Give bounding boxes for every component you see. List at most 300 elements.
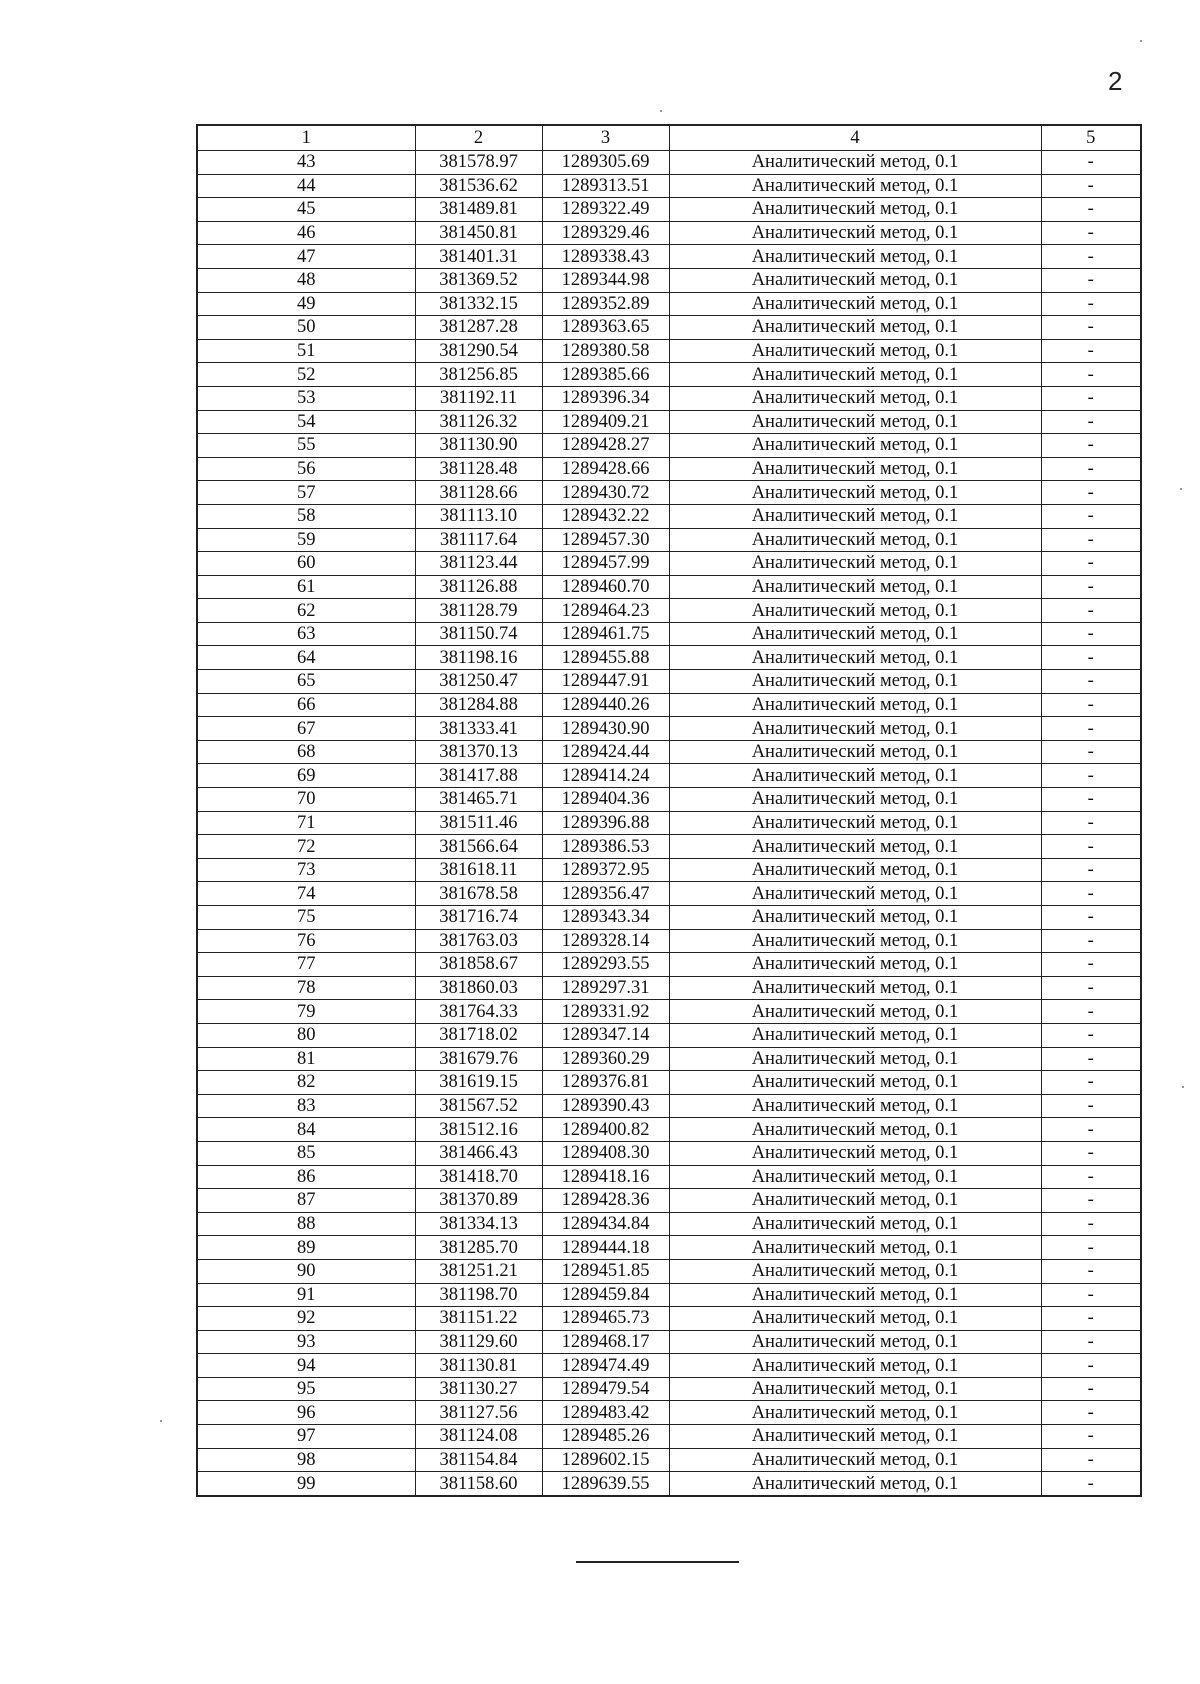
y-coordinate-cell: 1289440.26 <box>542 693 669 717</box>
table-row <box>197 1330 1141 1354</box>
method-accuracy-cell: Аналитический метод, 0.1 <box>669 198 1041 222</box>
table-row <box>197 1212 1141 1236</box>
note-cell: - <box>1041 1259 1141 1283</box>
y-coordinate-cell: 1289465.73 <box>542 1307 669 1331</box>
note-cell: - <box>1041 410 1141 434</box>
table-header <box>197 125 1141 151</box>
y-coordinate-cell: 1289329.46 <box>542 221 669 245</box>
table-row <box>197 481 1141 505</box>
x-coordinate-cell: 381679.76 <box>415 1047 542 1071</box>
method-accuracy-cell: Аналитический метод, 0.1 <box>669 1094 1041 1118</box>
x-coordinate-cell: 381370.13 <box>415 740 542 764</box>
table-row <box>197 811 1141 835</box>
method-accuracy-cell: Аналитический метод, 0.1 <box>669 1047 1041 1071</box>
point-number-cell: 43 <box>197 151 415 175</box>
method-accuracy-cell: Аналитический метод, 0.1 <box>669 363 1041 387</box>
method-accuracy-cell: Аналитический метод, 0.1 <box>669 1472 1041 1496</box>
header-col-4: 4 <box>669 125 1041 151</box>
note-cell: - <box>1041 788 1141 812</box>
table-row <box>197 599 1141 623</box>
method-accuracy-cell: Аналитический метод, 0.1 <box>669 929 1041 953</box>
y-coordinate-cell: 1289430.72 <box>542 481 669 505</box>
x-coordinate-cell: 381417.88 <box>415 764 542 788</box>
note-cell: - <box>1041 1118 1141 1142</box>
y-coordinate-cell: 1289639.55 <box>542 1472 669 1496</box>
y-coordinate-cell: 1289409.21 <box>542 410 669 434</box>
method-accuracy-cell: Аналитический метод, 0.1 <box>669 174 1041 198</box>
x-coordinate-cell: 381567.52 <box>415 1094 542 1118</box>
x-coordinate-cell: 381151.22 <box>415 1307 542 1331</box>
y-coordinate-cell: 1289322.49 <box>542 198 669 222</box>
y-coordinate-cell: 1289297.31 <box>542 976 669 1000</box>
table-row <box>197 1071 1141 1095</box>
point-number-cell: 93 <box>197 1330 415 1354</box>
note-cell: - <box>1041 929 1141 953</box>
point-number-cell: 67 <box>197 717 415 741</box>
method-accuracy-cell: Аналитический метод, 0.1 <box>669 717 1041 741</box>
table-row <box>197 906 1141 930</box>
x-coordinate-cell: 381150.74 <box>415 622 542 646</box>
point-number-cell: 65 <box>197 670 415 694</box>
method-accuracy-cell: Аналитический метод, 0.1 <box>669 599 1041 623</box>
note-cell: - <box>1041 1047 1141 1071</box>
note-cell: - <box>1041 976 1141 1000</box>
scan-speck <box>660 110 662 112</box>
point-number-cell: 60 <box>197 552 415 576</box>
x-coordinate-cell: 381198.70 <box>415 1283 542 1307</box>
x-coordinate-cell: 381127.56 <box>415 1401 542 1425</box>
point-number-cell: 84 <box>197 1118 415 1142</box>
x-coordinate-cell: 381536.62 <box>415 174 542 198</box>
table-row <box>197 504 1141 528</box>
y-coordinate-cell: 1289428.66 <box>542 457 669 481</box>
x-coordinate-cell: 381285.70 <box>415 1236 542 1260</box>
y-coordinate-cell: 1289602.15 <box>542 1448 669 1472</box>
note-cell: - <box>1041 174 1141 198</box>
method-accuracy-cell: Аналитический метод, 0.1 <box>669 552 1041 576</box>
point-number-cell: 64 <box>197 646 415 670</box>
point-number-cell: 53 <box>197 386 415 410</box>
note-cell: - <box>1041 1023 1141 1047</box>
scan-speck <box>1182 1086 1184 1088</box>
note-cell: - <box>1041 292 1141 316</box>
y-coordinate-cell: 1289338.43 <box>542 245 669 269</box>
x-coordinate-cell: 381465.71 <box>415 788 542 812</box>
method-accuracy-cell: Аналитический метод, 0.1 <box>669 292 1041 316</box>
point-number-cell: 78 <box>197 976 415 1000</box>
table-row <box>197 1047 1141 1071</box>
note-cell: - <box>1041 835 1141 859</box>
x-coordinate-cell: 381123.44 <box>415 552 542 576</box>
note-cell: - <box>1041 552 1141 576</box>
point-number-cell: 45 <box>197 198 415 222</box>
method-accuracy-cell: Аналитический метод, 0.1 <box>669 481 1041 505</box>
method-accuracy-cell: Аналитический метод, 0.1 <box>669 268 1041 292</box>
note-cell: - <box>1041 622 1141 646</box>
point-number-cell: 74 <box>197 882 415 906</box>
x-coordinate-cell: 381256.85 <box>415 363 542 387</box>
x-coordinate-cell: 381124.08 <box>415 1425 542 1449</box>
scan-speck <box>160 1420 162 1422</box>
scan-speck <box>1140 40 1142 42</box>
point-number-cell: 56 <box>197 457 415 481</box>
note-cell: - <box>1041 1330 1141 1354</box>
point-number-cell: 89 <box>197 1236 415 1260</box>
method-accuracy-cell: Аналитический метод, 0.1 <box>669 316 1041 340</box>
point-number-cell: 70 <box>197 788 415 812</box>
y-coordinate-cell: 1289479.54 <box>542 1377 669 1401</box>
method-accuracy-cell: Аналитический метод, 0.1 <box>669 693 1041 717</box>
note-cell: - <box>1041 1307 1141 1331</box>
point-number-cell: 76 <box>197 929 415 953</box>
note-cell: - <box>1041 1000 1141 1024</box>
y-coordinate-cell: 1289331.92 <box>542 1000 669 1024</box>
note-cell: - <box>1041 528 1141 552</box>
note-cell: - <box>1041 151 1141 175</box>
x-coordinate-cell: 381370.89 <box>415 1189 542 1213</box>
method-accuracy-cell: Аналитический метод, 0.1 <box>669 504 1041 528</box>
table-row <box>197 386 1141 410</box>
table-row <box>197 1283 1141 1307</box>
y-coordinate-cell: 1289461.75 <box>542 622 669 646</box>
point-number-cell: 80 <box>197 1023 415 1047</box>
note-cell: - <box>1041 1165 1141 1189</box>
y-coordinate-cell: 1289386.53 <box>542 835 669 859</box>
y-coordinate-cell: 1289347.14 <box>542 1023 669 1047</box>
point-number-cell: 75 <box>197 906 415 930</box>
method-accuracy-cell: Аналитический метод, 0.1 <box>669 1071 1041 1095</box>
x-coordinate-cell: 381251.21 <box>415 1259 542 1283</box>
point-number-cell: 68 <box>197 740 415 764</box>
y-coordinate-cell: 1289451.85 <box>542 1259 669 1283</box>
header-col-2: 2 <box>415 125 542 151</box>
y-coordinate-cell: 1289464.23 <box>542 599 669 623</box>
x-coordinate-cell: 381418.70 <box>415 1165 542 1189</box>
note-cell: - <box>1041 386 1141 410</box>
method-accuracy-cell: Аналитический метод, 0.1 <box>669 1189 1041 1213</box>
table-row <box>197 1259 1141 1283</box>
note-cell: - <box>1041 1071 1141 1095</box>
y-coordinate-cell: 1289352.89 <box>542 292 669 316</box>
note-cell: - <box>1041 1472 1141 1496</box>
x-coordinate-cell: 381290.54 <box>415 339 542 363</box>
point-number-cell: 46 <box>197 221 415 245</box>
y-coordinate-cell: 1289343.34 <box>542 906 669 930</box>
point-number-cell: 69 <box>197 764 415 788</box>
point-number-cell: 51 <box>197 339 415 363</box>
table-row <box>197 1165 1141 1189</box>
header-row <box>197 125 1141 151</box>
point-number-cell: 81 <box>197 1047 415 1071</box>
point-number-cell: 58 <box>197 504 415 528</box>
x-coordinate-cell: 381192.11 <box>415 386 542 410</box>
page-number: 2 <box>1108 66 1123 96</box>
note-cell: - <box>1041 504 1141 528</box>
table-row <box>197 198 1141 222</box>
table-row <box>197 976 1141 1000</box>
method-accuracy-cell: Аналитический метод, 0.1 <box>669 410 1041 434</box>
table-row <box>197 1401 1141 1425</box>
x-coordinate-cell: 381334.13 <box>415 1212 542 1236</box>
table-row <box>197 1425 1141 1449</box>
y-coordinate-cell: 1289396.88 <box>542 811 669 835</box>
method-accuracy-cell: Аналитический метод, 0.1 <box>669 1425 1041 1449</box>
y-coordinate-cell: 1289400.82 <box>542 1118 669 1142</box>
note-cell: - <box>1041 575 1141 599</box>
y-coordinate-cell: 1289485.26 <box>542 1425 669 1449</box>
table-row <box>197 646 1141 670</box>
method-accuracy-cell: Аналитический метод, 0.1 <box>669 764 1041 788</box>
point-number-cell: 52 <box>197 363 415 387</box>
x-coordinate-cell: 381113.10 <box>415 504 542 528</box>
point-number-cell: 83 <box>197 1094 415 1118</box>
y-coordinate-cell: 1289344.98 <box>542 268 669 292</box>
note-cell: - <box>1041 1189 1141 1213</box>
point-number-cell: 47 <box>197 245 415 269</box>
y-coordinate-cell: 1289376.81 <box>542 1071 669 1095</box>
table-row <box>197 1472 1141 1496</box>
point-number-cell: 49 <box>197 292 415 316</box>
y-coordinate-cell: 1289313.51 <box>542 174 669 198</box>
method-accuracy-cell: Аналитический метод, 0.1 <box>669 953 1041 977</box>
x-coordinate-cell: 381287.28 <box>415 316 542 340</box>
method-accuracy-cell: Аналитический метод, 0.1 <box>669 1377 1041 1401</box>
method-accuracy-cell: Аналитический метод, 0.1 <box>669 575 1041 599</box>
note-cell: - <box>1041 1425 1141 1449</box>
note-cell: - <box>1041 646 1141 670</box>
point-number-cell: 48 <box>197 268 415 292</box>
table-row <box>197 622 1141 646</box>
x-coordinate-cell: 381450.81 <box>415 221 542 245</box>
table-row <box>197 764 1141 788</box>
table-row <box>197 434 1141 458</box>
method-accuracy-cell: Аналитический метод, 0.1 <box>669 646 1041 670</box>
y-coordinate-cell: 1289447.91 <box>542 670 669 694</box>
table-row <box>197 1094 1141 1118</box>
note-cell: - <box>1041 434 1141 458</box>
method-accuracy-cell: Аналитический метод, 0.1 <box>669 670 1041 694</box>
note-cell: - <box>1041 1401 1141 1425</box>
point-number-cell: 97 <box>197 1425 415 1449</box>
table-row <box>197 670 1141 694</box>
header-col-3: 3 <box>542 125 669 151</box>
y-coordinate-cell: 1289396.34 <box>542 386 669 410</box>
table-row <box>197 151 1141 175</box>
point-number-cell: 86 <box>197 1165 415 1189</box>
point-number-cell: 77 <box>197 953 415 977</box>
table-row <box>197 174 1141 198</box>
method-accuracy-cell: Аналитический метод, 0.1 <box>669 811 1041 835</box>
y-coordinate-cell: 1289404.36 <box>542 788 669 812</box>
point-number-cell: 59 <box>197 528 415 552</box>
point-number-cell: 99 <box>197 1472 415 1496</box>
y-coordinate-cell: 1289457.99 <box>542 552 669 576</box>
x-coordinate-cell: 381129.60 <box>415 1330 542 1354</box>
note-cell: - <box>1041 1212 1141 1236</box>
table-row <box>197 292 1141 316</box>
x-coordinate-cell: 381117.64 <box>415 528 542 552</box>
method-accuracy-cell: Аналитический метод, 0.1 <box>669 151 1041 175</box>
y-coordinate-cell: 1289460.70 <box>542 575 669 599</box>
table-row <box>197 339 1141 363</box>
point-number-cell: 94 <box>197 1354 415 1378</box>
y-coordinate-cell: 1289293.55 <box>542 953 669 977</box>
point-number-cell: 44 <box>197 174 415 198</box>
method-accuracy-cell: Аналитический метод, 0.1 <box>669 1212 1041 1236</box>
point-number-cell: 50 <box>197 316 415 340</box>
table-row <box>197 363 1141 387</box>
point-number-cell: 54 <box>197 410 415 434</box>
note-cell: - <box>1041 811 1141 835</box>
y-coordinate-cell: 1289328.14 <box>542 929 669 953</box>
x-coordinate-cell: 381369.52 <box>415 268 542 292</box>
y-coordinate-cell: 1289424.44 <box>542 740 669 764</box>
method-accuracy-cell: Аналитический метод, 0.1 <box>669 858 1041 882</box>
x-coordinate-cell: 381566.64 <box>415 835 542 859</box>
table-row <box>197 1000 1141 1024</box>
point-number-cell: 85 <box>197 1141 415 1165</box>
note-cell: - <box>1041 316 1141 340</box>
table-row <box>197 953 1141 977</box>
table-row <box>197 245 1141 269</box>
x-coordinate-cell: 381332.15 <box>415 292 542 316</box>
note-cell: - <box>1041 740 1141 764</box>
point-number-cell: 61 <box>197 575 415 599</box>
x-coordinate-cell: 381250.47 <box>415 670 542 694</box>
note-cell: - <box>1041 1448 1141 1472</box>
method-accuracy-cell: Аналитический метод, 0.1 <box>669 1283 1041 1307</box>
point-number-cell: 88 <box>197 1212 415 1236</box>
note-cell: - <box>1041 882 1141 906</box>
table-row <box>197 316 1141 340</box>
method-accuracy-cell: Аналитический метод, 0.1 <box>669 740 1041 764</box>
note-cell: - <box>1041 906 1141 930</box>
x-coordinate-cell: 381716.74 <box>415 906 542 930</box>
x-coordinate-cell: 381718.02 <box>415 1023 542 1047</box>
x-coordinate-cell: 381860.03 <box>415 976 542 1000</box>
method-accuracy-cell: Аналитический метод, 0.1 <box>669 622 1041 646</box>
table-row <box>197 882 1141 906</box>
table-row <box>197 1118 1141 1142</box>
header-col-5: 5 <box>1041 125 1141 151</box>
x-coordinate-cell: 381126.88 <box>415 575 542 599</box>
note-cell: - <box>1041 245 1141 269</box>
point-number-cell: 73 <box>197 858 415 882</box>
x-coordinate-cell: 381284.88 <box>415 693 542 717</box>
end-of-document-line <box>576 1561 739 1563</box>
point-number-cell: 98 <box>197 1448 415 1472</box>
point-number-cell: 96 <box>197 1401 415 1425</box>
x-coordinate-cell: 381401.31 <box>415 245 542 269</box>
note-cell: - <box>1041 599 1141 623</box>
method-accuracy-cell: Аналитический метод, 0.1 <box>669 976 1041 1000</box>
y-coordinate-cell: 1289372.95 <box>542 858 669 882</box>
method-accuracy-cell: Аналитический метод, 0.1 <box>669 1448 1041 1472</box>
y-coordinate-cell: 1289432.22 <box>542 504 669 528</box>
x-coordinate-cell: 381128.48 <box>415 457 542 481</box>
x-coordinate-cell: 381858.67 <box>415 953 542 977</box>
method-accuracy-cell: Аналитический метод, 0.1 <box>669 835 1041 859</box>
method-accuracy-cell: Аналитический метод, 0.1 <box>669 1165 1041 1189</box>
point-number-cell: 91 <box>197 1283 415 1307</box>
table-row <box>197 575 1141 599</box>
y-coordinate-cell: 1289444.18 <box>542 1236 669 1260</box>
point-number-cell: 66 <box>197 693 415 717</box>
method-accuracy-cell: Аналитический метод, 0.1 <box>669 221 1041 245</box>
method-accuracy-cell: Аналитический метод, 0.1 <box>669 339 1041 363</box>
point-number-cell: 72 <box>197 835 415 859</box>
x-coordinate-cell: 381466.43 <box>415 1141 542 1165</box>
point-number-cell: 62 <box>197 599 415 623</box>
x-coordinate-cell: 381618.11 <box>415 858 542 882</box>
note-cell: - <box>1041 1283 1141 1307</box>
table-row <box>197 1023 1141 1047</box>
note-cell: - <box>1041 953 1141 977</box>
y-coordinate-cell: 1289483.42 <box>542 1401 669 1425</box>
x-coordinate-cell: 381130.81 <box>415 1354 542 1378</box>
y-coordinate-cell: 1289363.65 <box>542 316 669 340</box>
method-accuracy-cell: Аналитический метод, 0.1 <box>669 245 1041 269</box>
point-number-cell: 79 <box>197 1000 415 1024</box>
method-accuracy-cell: Аналитический метод, 0.1 <box>669 434 1041 458</box>
y-coordinate-cell: 1289408.30 <box>542 1141 669 1165</box>
table-row <box>197 552 1141 576</box>
method-accuracy-cell: Аналитический метод, 0.1 <box>669 457 1041 481</box>
table-row <box>197 835 1141 859</box>
y-coordinate-cell: 1289390.43 <box>542 1094 669 1118</box>
y-coordinate-cell: 1289360.29 <box>542 1047 669 1071</box>
note-cell: - <box>1041 764 1141 788</box>
x-coordinate-cell: 381489.81 <box>415 198 542 222</box>
method-accuracy-cell: Аналитический метод, 0.1 <box>669 1307 1041 1331</box>
x-coordinate-cell: 381158.60 <box>415 1472 542 1496</box>
table-row <box>197 1448 1141 1472</box>
method-accuracy-cell: Аналитический метод, 0.1 <box>669 1354 1041 1378</box>
method-accuracy-cell: Аналитический метод, 0.1 <box>669 528 1041 552</box>
table-row <box>197 1236 1141 1260</box>
coordinates-table <box>196 124 1142 1497</box>
y-coordinate-cell: 1289414.24 <box>542 764 669 788</box>
y-coordinate-cell: 1289459.84 <box>542 1283 669 1307</box>
table-row <box>197 788 1141 812</box>
header-col-1: 1 <box>197 125 415 151</box>
y-coordinate-cell: 1289468.17 <box>542 1330 669 1354</box>
note-cell: - <box>1041 1094 1141 1118</box>
y-coordinate-cell: 1289380.58 <box>542 339 669 363</box>
y-coordinate-cell: 1289457.30 <box>542 528 669 552</box>
note-cell: - <box>1041 858 1141 882</box>
method-accuracy-cell: Аналитический метод, 0.1 <box>669 788 1041 812</box>
x-coordinate-cell: 381512.16 <box>415 1118 542 1142</box>
method-accuracy-cell: Аналитический метод, 0.1 <box>669 386 1041 410</box>
point-number-cell: 87 <box>197 1189 415 1213</box>
point-number-cell: 63 <box>197 622 415 646</box>
table-row <box>197 268 1141 292</box>
x-coordinate-cell: 381678.58 <box>415 882 542 906</box>
note-cell: - <box>1041 481 1141 505</box>
method-accuracy-cell: Аналитический метод, 0.1 <box>669 1330 1041 1354</box>
x-coordinate-cell: 381578.97 <box>415 151 542 175</box>
method-accuracy-cell: Аналитический метод, 0.1 <box>669 1259 1041 1283</box>
method-accuracy-cell: Аналитический метод, 0.1 <box>669 906 1041 930</box>
method-accuracy-cell: Аналитический метод, 0.1 <box>669 882 1041 906</box>
method-accuracy-cell: Аналитический метод, 0.1 <box>669 1000 1041 1024</box>
table-row <box>197 929 1141 953</box>
x-coordinate-cell: 381198.16 <box>415 646 542 670</box>
y-coordinate-cell: 1289385.66 <box>542 363 669 387</box>
table-row <box>197 1189 1141 1213</box>
table-row <box>197 457 1141 481</box>
